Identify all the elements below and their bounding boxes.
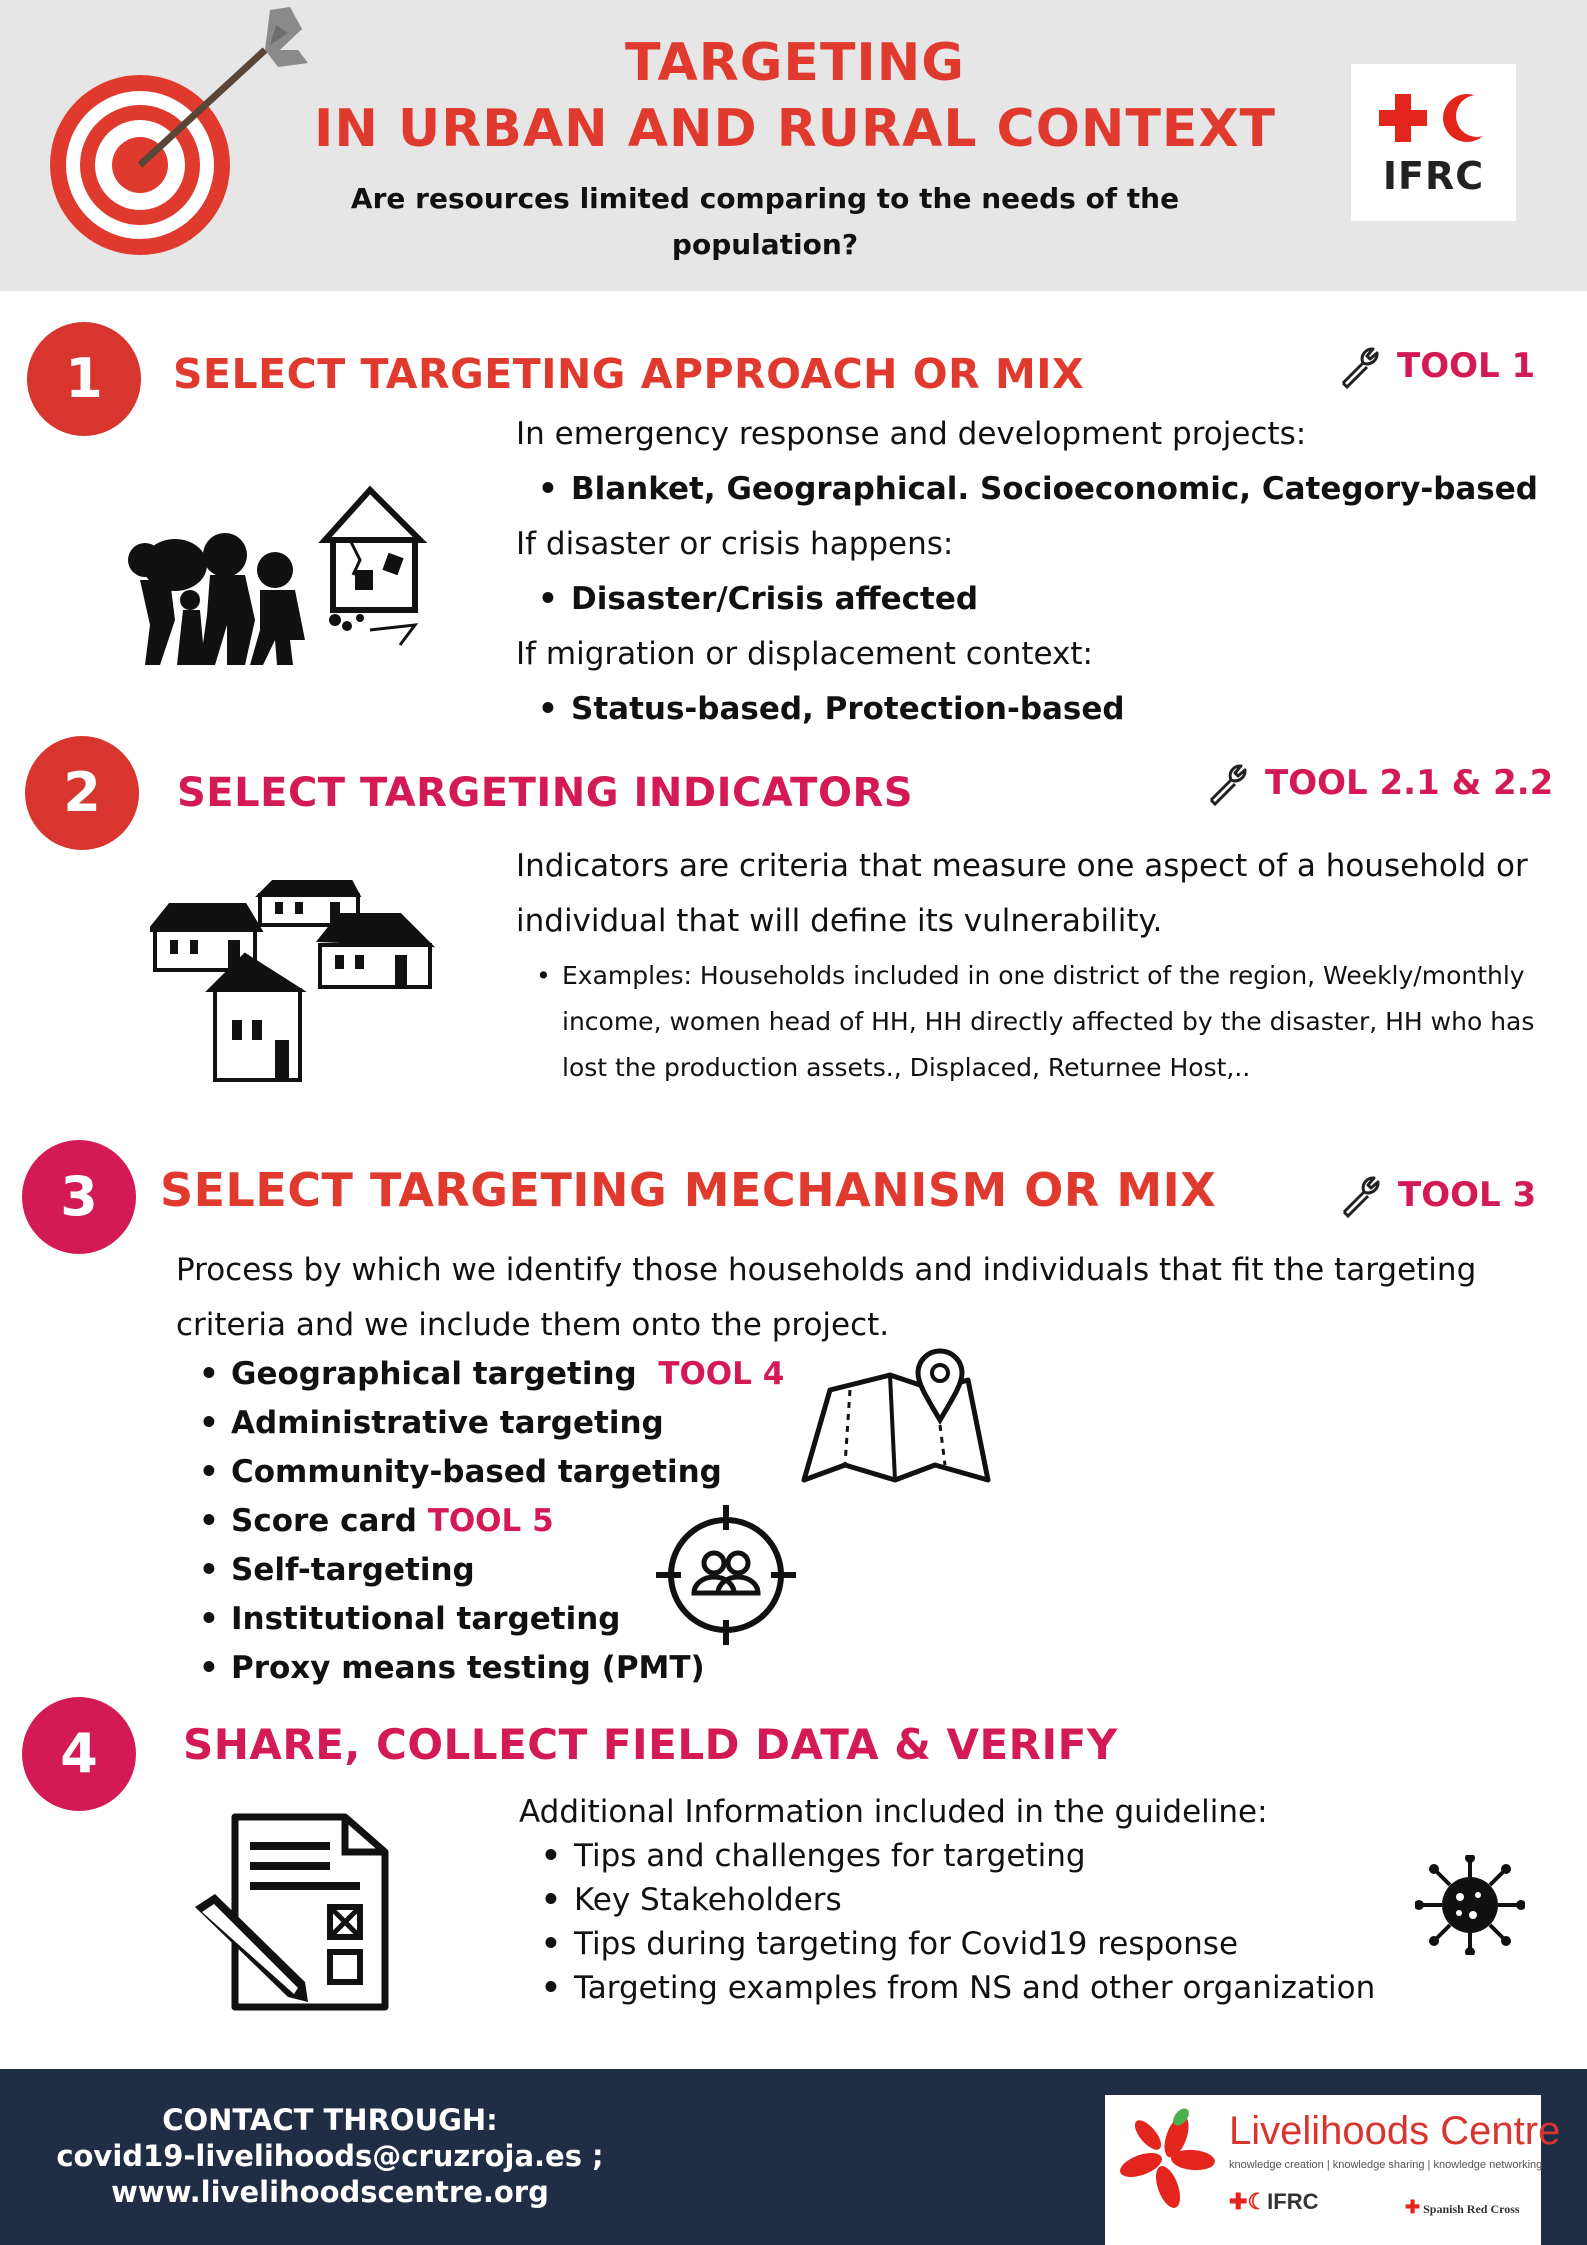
step-3-tool-label: TOOL 3 — [1398, 1175, 1537, 1215]
mechanism-label: Proxy means testing (PMT) — [231, 1650, 705, 1686]
mechanism-label: Community-based targeting — [231, 1454, 722, 1490]
step-1-bullet-2: • Disaster/Crisis affected — [516, 572, 1566, 627]
mechanism-label: Administrative targeting — [231, 1405, 664, 1441]
step-2-tool-label: TOOL 2.1 & 2.2 — [1265, 763, 1554, 803]
livelihoods-centre-name: Livelihoods Centre — [1229, 2109, 1561, 2153]
mechanism-tool-link[interactable]: TOOL 5 — [427, 1503, 554, 1539]
step-1-bullet-1: • Blanket, Geographical. Socioeconomic, Category-based — [516, 462, 1566, 517]
header-banner — [0, 0, 1587, 291]
wrench-icon — [1205, 760, 1251, 806]
step-1-line-2: If disaster or crisis happens: — [516, 526, 954, 562]
livelihoods-ifrc-mark — [1229, 2189, 1318, 2215]
contact-website[interactable]: www.livelihoodscentre.org — [111, 2175, 549, 2209]
step-1-line-1: In emergency response and development projects: — [516, 416, 1307, 452]
contact-block — [20, 2102, 640, 2210]
step-2-title: SELECT TARGETING INDICATORS — [177, 770, 914, 816]
step-2-body — [516, 839, 1566, 1091]
step-1-tool-label: TOOL 1 — [1397, 346, 1536, 386]
step-1-body — [516, 407, 1566, 737]
wrench-icon — [1338, 1172, 1384, 1218]
mechanism-item — [193, 1644, 893, 1693]
step-2-intro: Indicators are criteria that measure one aspect of a household or individual that will define its vulnerability. — [516, 848, 1528, 939]
step-4-item: • Tips and challenges for targeting — [519, 1834, 1469, 1878]
mechanism-label: Self-targeting — [231, 1552, 475, 1588]
step-3-tool-link[interactable] — [1338, 1172, 1536, 1218]
red-crescent-icon — [1441, 92, 1491, 144]
wrench-icon — [1337, 343, 1383, 389]
red-cross-icon: ✚ — [1405, 2197, 1421, 2217]
livelihoods-flower-icon — [1113, 2105, 1223, 2215]
step-4-item: • Targeting examples from NS and other organization — [519, 1966, 1469, 2010]
livelihoods-ifrc-text: IFRC — [1267, 2189, 1319, 2214]
step-4-title: SHARE, COLLECT FIELD DATA & VERIFY — [183, 1720, 1118, 1769]
step-1-tool-link[interactable] — [1337, 343, 1535, 389]
step-3-title: SELECT TARGETING MECHANISM OR MIX — [160, 1163, 1217, 1217]
step-3-number: 3 — [22, 1140, 136, 1254]
mechanism-label: Institutional targeting — [231, 1601, 621, 1637]
step-4-body — [519, 1790, 1469, 2010]
step-4-intro: Additional Information included in the guideline: — [519, 1794, 1268, 1830]
virus-icon — [1415, 1855, 1525, 1955]
ifrc-logo-text: IFRC — [1382, 154, 1485, 198]
mechanism-item — [193, 1350, 893, 1399]
step-4-item: • Tips during targeting for Covid19 response — [519, 1922, 1469, 1966]
contact-email[interactable]: covid19-livelihoods@cruzroja.es ; — [56, 2139, 604, 2173]
step-1-number: 1 — [27, 322, 141, 436]
spanish-red-cross-mark — [1405, 2197, 1520, 2218]
livelihoods-centre-tagline: knowledge creation | knowledge sharing | knowledge networking — [1229, 2159, 1543, 2171]
step-2-number: 2 — [25, 736, 139, 850]
step-2-example: • Examples: Households included in one district of the region, Weekly/monthly income, women head of HH, HH directly affected by the disaster, HH who has lost the production assets., Displaced, Returnee Host,.. — [516, 953, 1566, 1091]
livelihoods-centre-logo — [1105, 2095, 1561, 2245]
target-people-icon — [656, 1505, 796, 1645]
mechanism-tool-link[interactable]: TOOL 4 — [658, 1356, 785, 1392]
mechanism-label: Score card — [231, 1503, 417, 1539]
step-3-intro: Process by which we identify those households and individuals that fit the targeting criteria and we include them onto the project. — [176, 1252, 1477, 1343]
step-1-line-3: If migration or displacement context: — [516, 636, 1093, 672]
map-pin-icon — [800, 1345, 992, 1485]
red-cross-icon — [1379, 94, 1427, 142]
title-line-1: TARGETING — [625, 33, 965, 93]
step-1-bullet-3: • Status-based, Protection-based — [516, 682, 1566, 737]
step-2-tool-link[interactable] — [1205, 760, 1553, 806]
displaced-family-icon — [115, 480, 455, 670]
page-subtitle: Are resources limited comparing to the needs of the population? — [350, 182, 1180, 261]
page-title — [300, 30, 1290, 162]
mechanism-item — [193, 1448, 893, 1497]
target-arrow-icon — [40, 5, 330, 265]
houses-icon — [150, 880, 440, 1085]
checklist-icon — [190, 1812, 390, 2012]
mechanism-item — [193, 1399, 893, 1448]
step-1-title: SELECT TARGETING APPROACH OR MIX — [173, 350, 1085, 398]
step-4-number: 4 — [22, 1697, 136, 1811]
step-4-item: • Key Stakeholders — [519, 1878, 1469, 1922]
mechanism-label: Geographical targeting — [231, 1356, 637, 1392]
spanish-red-cross-text: Spanish Red Cross — [1423, 2202, 1520, 2216]
contact-label: CONTACT THROUGH: — [162, 2103, 498, 2137]
ifrc-logo — [1351, 64, 1516, 221]
title-line-2: IN URBAN AND RURAL CONTEXT — [314, 99, 1276, 159]
cross-crescent-icon: ✚☾ — [1229, 2189, 1268, 2214]
